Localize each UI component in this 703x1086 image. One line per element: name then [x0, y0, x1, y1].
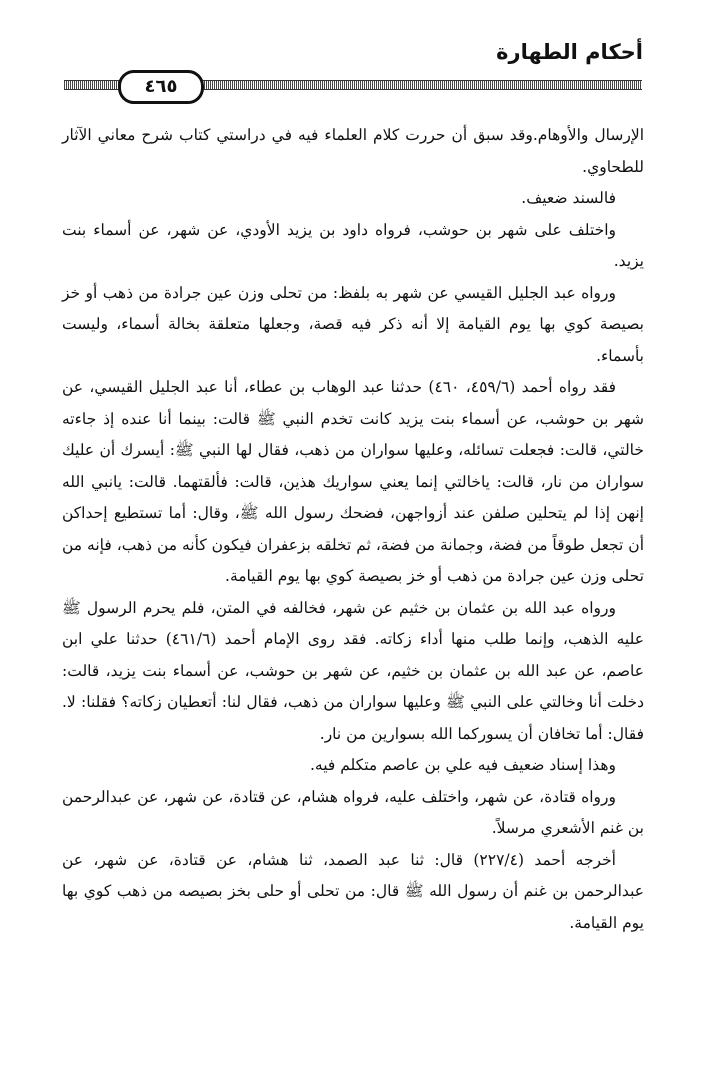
paragraph-4: ورواه عبد الجليل القيسي عن شهر به بلفظ: من تحلى وزن عين جرادة من ذهب أو خز بصيصة كوي بها يوم القيامة إلا أنه ذكر فيه قصة، وجعلها متعلقة بخالة أسماء، وليست بأسماء. — [62, 283, 644, 365]
body-text — [62, 120, 644, 939]
running-header-title: أحكام الطهارة — [496, 40, 643, 64]
paragraph-7: وهذا إسناد ضعيف فيه علي بن عاصم متكلم فيه. — [309, 756, 616, 774]
paragraph-2: فالسند ضعيف. — [521, 189, 616, 207]
paragraph-6: ورواه عبد الله بن عثمان بن خثيم عن شهر، فخالفه في المتن، فلم يحرم الرسول ﷺ عليه الذهب، وإنما طلب منها أداء زكاته. فقد روى الإمام أحمد (٤٦١/٦) حدثنا علي ابن عاصم، عن عبد الله بن عثمان بن خثيم، عن شهر بن حوشب، عن أسماء بنت يزيد، قالت: دخلت أنا وخالتي على النبي ﷺ وعليها سواران من ذهب، فقال لنا: أتعطيان زكاته؟ فقلنا: لا. فقال: أما تخافان أن يسوركما الله بسوارين من نار. — [62, 598, 644, 743]
paragraph-8: ورواه قتادة، عن شهر، واختلف عليه، فرواه هشام، عن قتادة، عن شهر، عن عبدالرحمن بن غنم الأشعري مرسلاً. — [62, 787, 644, 837]
paragraph-5: فقد رواه أحمد (٤٥٩/٦، ٤٦٠) حدثنا عبد الوهاب بن عطاء، أنا عبد الجليل القيسي، عن شهر بن حوشب، عن أسماء بنت يزيد كانت تخدم النبي ﷺ قالت: بينما أنا عنده إذ جاءته خالتي، قالت: فجعلت تسائله، وعليها سواران من ذهب، فقال لها النبي ﷺ: أيسرك أن عليك سواران من نار، قالت: ياخالتي إنما يعني سواريك هذين، قالت: فألقتهما. قالت: يانبي الله إنهن إذا لم يتحلين صلفن عند أزواجهن، فضحك رسول الله ﷺ، وقال: أما تستطيع إحداكن أن تجعل طوقاً من فضة، وجمانة من فضة، ثم تخلقه بزعفران فيكون كأنه من ذهب، فإنه من تحلى وزن عين جرادة من ذهب أو خز بصيصة كوي بها يوم القيامة. — [62, 378, 644, 585]
paragraph-3: واختلف على شهر بن حوشب، فرواه داود بن يزيد الأودي، عن شهر، عن أسماء بنت يزيد. — [62, 220, 644, 270]
paragraph-9: أخرجه أحمد (٢٢٧/٤) قال: ثنا عبد الصمد، ثنا هشام، عن قتادة، عن شهر، عن عبدالرحمن بن غنم أن رسول الله ﷺ قال: من تحلى أو حلى بخز بصيصه من ذهب كوي بها يوم القيامة. — [62, 850, 644, 932]
paragraph-1: الإرسال والأوهام.وقد سبق أن حررت كلام العلماء فيه في دراستي كتاب شرح معاني الآثار للطحاوي. — [62, 126, 644, 176]
page-number-badge: ٤٦٥ — [118, 70, 204, 104]
